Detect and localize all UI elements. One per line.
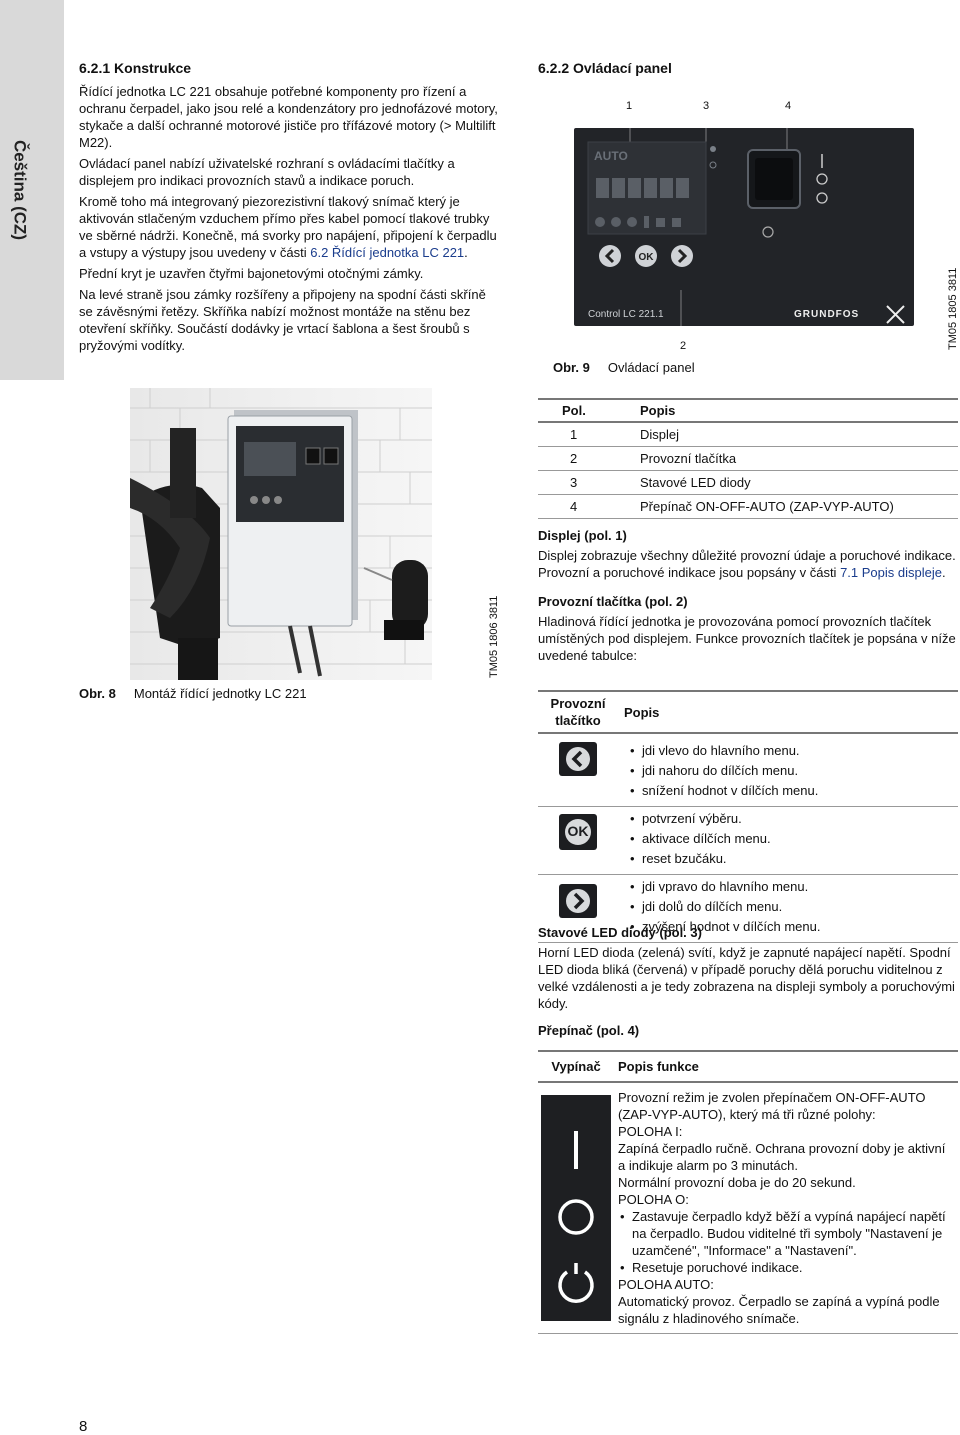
header-function: Popis funkce (618, 1059, 699, 1074)
buttons-text: Hladinová řídící jednotka je provozována pomocí provozních tlačítek umístěných pod displejem. Funkce provozních tlačítek je popsána v níže uvedené tabulce: (538, 614, 956, 663)
link-popis-displeje[interactable]: 7.1 Popis displeje (840, 565, 942, 580)
switch-description: Provozní režim je zvolen přepínačem ON-OFF-AUTO (ZAP-VYP-AUTO), který má tři různé polohy: POLOHA I: Zapíná čerpadlo ručně. Ochrana provozní doby je aktivní a indikuje alarm po 3 minutách. Normální provozní doba je do 20 sekund. POLOHA O: • Zastavuje čerpadlo když běží a vypíná napájecí napětí na čerpadlo. Budou viditelné tři symboly "Nastavení je uzamčené", "Informace" a "Nastavení". • Resetuje poruchové indikace. POLOHA AUTO: Automatický provoz. Čerpadlo se zapíná a vypíná podle signálu z hladinového snímače. (614, 1089, 954, 1327)
table-row (538, 807, 958, 875)
led-text: Horní LED dioda (zelená) svítí, když je zapnuté napájecí napětí. Spodní LED dioda bliká (červená) v případě poruchy dělá poruchu viditelnou z velké vzdálenosti a je tedy zobrazena na displeji symboly a poruchovými kódy. (538, 945, 955, 1011)
callout-4: 4 (785, 100, 792, 112)
header-description: Popis (624, 705, 660, 720)
position-table (538, 398, 958, 519)
table-row (538, 734, 958, 807)
table-row: 2 Provozní tlačítka (538, 447, 958, 471)
position-i-icon (574, 1131, 578, 1169)
paragraph-4: Přední kryt je uzavřen čtyřmi bajonetovými otočnými zámky. (79, 266, 424, 281)
buttons-table-header (538, 690, 958, 734)
switch-table-header (538, 1050, 958, 1083)
figure-9-caption (553, 359, 695, 376)
left-button-descriptions: • jdi vlevo do hlavního menu. • jdi nahoru do dílčích menu. • snížení hodnot v dílčích menu. (618, 742, 818, 802)
display-section (538, 527, 958, 668)
language-tab-label: Čeština (CZ) (10, 139, 30, 241)
paragraph-5: Na levé straně jsou zámky rozšířeny a připojeny na spodní části skříně se závěsnými řetězy. Skříňka nabízí možnost montáže na stěnu bez otevření skříňky. Součástí dodávky je vrtací šablona a šest šroubů s pryžovými vodítky. (79, 287, 486, 353)
panel-model-label: Control LC 221.1 (588, 309, 664, 320)
header-pos: Pol. (562, 403, 586, 418)
paragraph-1: Řídící jednotka LC 221 obsahuje potřebné komponenty pro řízení a ochranu čerpadel, jako jsou relé a kondenzátory pro jednofázové motory, stykače a další ochranné motorové jističe pro třífázové motory (> Multilift M22). (79, 84, 498, 150)
section-title-ovladaci-panel: 6.2.2 Ovládací panel (538, 60, 672, 76)
header-button: Provozní tlačítko (550, 696, 606, 728)
right-arrow-icon (559, 884, 597, 918)
figure-9-title: Ovládací panel (607, 360, 695, 375)
led-section (538, 924, 958, 1039)
switch-title: Přepínač (pol. 4) (538, 1023, 640, 1038)
paragraph-3: Kromě toho má integrovaný piezorezistivní tlakový snímač který je aktivován stlačeným vzduchem přímo přes kabel pomocí tlakové trubky ve sběrné nádrži. Konečně, má svorky pro napájení, připojení k čerpadlu a vstupy a výstupy jsou uvedeny v části 6.2 Řídící jednotka LC 221. (79, 194, 497, 260)
grundfos-logo: GRUNDFOS (794, 309, 860, 320)
table-row: 3 Stavové LED diody (538, 471, 958, 495)
buttons-title: Provozní tlačítka (pol. 2) (538, 594, 688, 609)
figure-8-number: Obr. 8 (79, 686, 116, 701)
display-text: Displej zobrazuje všechny důležité provozní údaje a poruchové indikace. Provozní a poruchové indikace jsou popsány v části 7.1 Popis displeje. (538, 548, 956, 580)
buttons-table (538, 690, 958, 943)
section-title-konstrukce: 6.2.1 Konstrukce (79, 60, 192, 76)
figure-9-code: TM05 1805 3811 (947, 267, 959, 350)
panel-ok-label: OK (638, 252, 654, 263)
led-title: Stavové LED diody (pol. 3) (538, 925, 702, 940)
callout-3: 3 (703, 100, 710, 112)
left-text-column (79, 60, 499, 358)
right-button-descriptions: • jdi vpravo do hlavního menu. • jdi dolů do dílčích menu. • zvýšení hodnot v dílčích menu. (618, 878, 820, 938)
wall-mount-illustration (130, 388, 432, 680)
figure-8-image (130, 388, 432, 680)
figure-8-title: Montáž řídící jednotky LC 221 (133, 686, 307, 701)
display-title: Displej (pol. 1) (538, 528, 627, 543)
link-section-6-2[interactable]: 6.2 Řídící jednotka LC 221 (310, 245, 465, 260)
figure-8-caption (79, 685, 307, 702)
header-popis: Popis (640, 403, 676, 418)
panel-auto-label: AUTO (594, 149, 628, 163)
page-number: 8 (79, 1418, 88, 1435)
figure-8-code: TM05 1806 3811 (488, 595, 500, 678)
on-off-auto-switch-icon (541, 1095, 611, 1321)
language-side-tab (0, 0, 64, 380)
control-panel-figure (574, 128, 914, 326)
ok-icon: OK (559, 814, 597, 850)
table-row: 1 Displej (538, 422, 958, 447)
header-switch: Vypínač (551, 1059, 601, 1074)
table-row (538, 1083, 958, 1334)
callout-1: 1 (626, 100, 633, 112)
left-arrow-icon (559, 742, 597, 776)
paragraph-2: Ovládací panel nabízí uživatelské rozhraní s ovládacími tlačítky a displejem pro indikaci provozních stavů a indikace poruch. (79, 156, 455, 188)
ok-button-descriptions: • potvrzení výběru. • aktivace dílčích menu. • reset bzučáku. (618, 810, 771, 870)
position-table-header (538, 399, 958, 422)
figure-9-number: Obr. 9 (553, 360, 590, 375)
callout-2: 2 (680, 340, 687, 352)
switch-table (538, 1050, 958, 1334)
table-row: 4 Přepínač ON-OFF-AUTO (ZAP-VYP-AUTO) (538, 495, 958, 519)
